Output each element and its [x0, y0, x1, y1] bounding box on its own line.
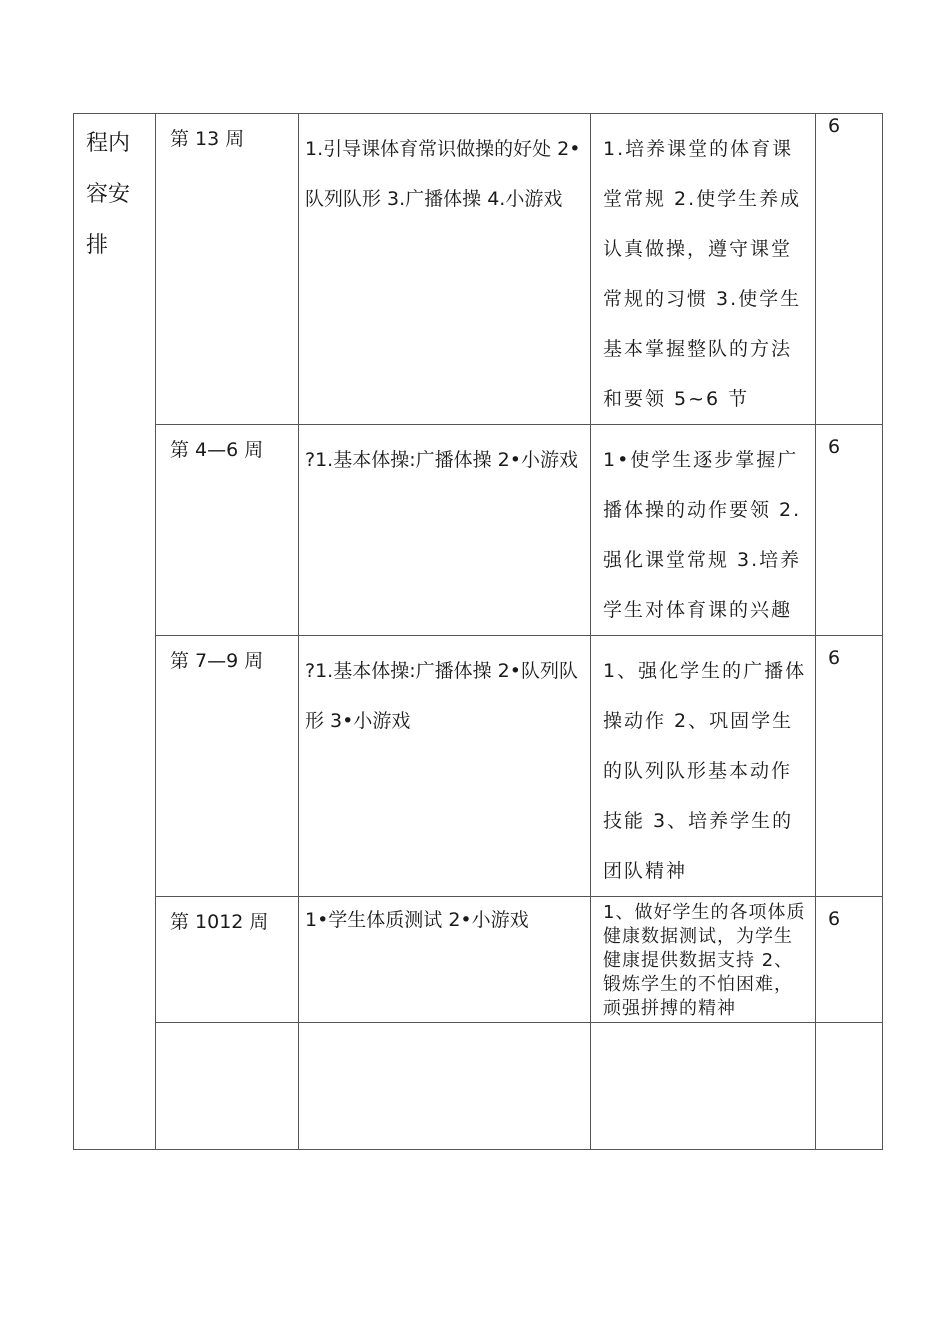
hours-value — [816, 1023, 882, 1031]
week-cell — [156, 1023, 299, 1150]
hours-cell — [816, 425, 883, 636]
goal-text: 1、做好学生的各项体质健康数据测试，为学生健康提供数据支持 2、锻炼学生的不怕困难，顽强拼搏的精神 — [603, 902, 806, 1019]
content-text: 1.引导课体育常识做操的好处 2•队列队形 3.广播体操 4.小游戏 — [305, 138, 581, 210]
week-label: 第 1012 周 — [170, 911, 269, 933]
goal-cell — [591, 897, 816, 1023]
week-cell — [156, 114, 299, 425]
goal-text: 1.培养课堂的体育课堂常规 2.使学生养成认真做操，遵守课堂常规的习惯 3.使学生基本掌握整队的方法和要领 5~6 节 — [603, 138, 802, 410]
table-row — [74, 636, 883, 897]
goal-text: 1、强化学生的广播体操动作 2、巩固学生的队列队形基本动作技能 3、培养学生的团队精神 — [603, 660, 807, 882]
content-cell — [299, 636, 591, 897]
week-label: 第 7—9 周 — [170, 650, 264, 672]
goal-text: 1•使学生逐步掌握广播体操的动作要领 2.强化课堂常规 3.培养学生对体育课的兴趣 — [603, 449, 802, 621]
hours-value: 6 — [828, 115, 841, 137]
content-cell — [299, 114, 591, 425]
hours-value: 6 — [828, 908, 841, 930]
hours-cell — [816, 1023, 883, 1150]
course-plan-table — [73, 113, 883, 1150]
table-row — [74, 114, 883, 425]
week-cell — [156, 897, 299, 1023]
content-cell — [299, 897, 591, 1023]
hours-value: 6 — [828, 647, 841, 669]
section-label: 程内容安排 — [86, 131, 131, 258]
goal-cell — [591, 636, 816, 897]
table-row — [74, 1023, 883, 1150]
week-label: 第 13 周 — [170, 128, 245, 150]
content-cell — [299, 1023, 591, 1150]
week-label: 第 4—6 周 — [170, 439, 264, 461]
week-label — [156, 1023, 298, 1035]
content-cell — [299, 425, 591, 636]
content-text: ?1.基本体操:广播体操 2•小游戏 — [305, 449, 578, 471]
content-text: ?1.基本体操:广播体操 2•队列队形 3•小游戏 — [305, 660, 578, 732]
table-row — [74, 425, 883, 636]
content-text — [299, 1023, 590, 1033]
section-label-cell — [74, 114, 156, 1150]
hours-cell — [816, 636, 883, 897]
week-cell — [156, 425, 299, 636]
content-text: 1•学生体质测试 2•小游戏 — [305, 909, 529, 931]
hours-cell — [816, 897, 883, 1023]
hours-value: 6 — [828, 436, 841, 458]
table-row — [74, 897, 883, 1023]
goal-text — [591, 1023, 815, 1033]
hours-cell — [816, 114, 883, 425]
goal-cell — [591, 114, 816, 425]
goal-cell — [591, 1023, 816, 1150]
goal-cell — [591, 425, 816, 636]
week-cell — [156, 636, 299, 897]
